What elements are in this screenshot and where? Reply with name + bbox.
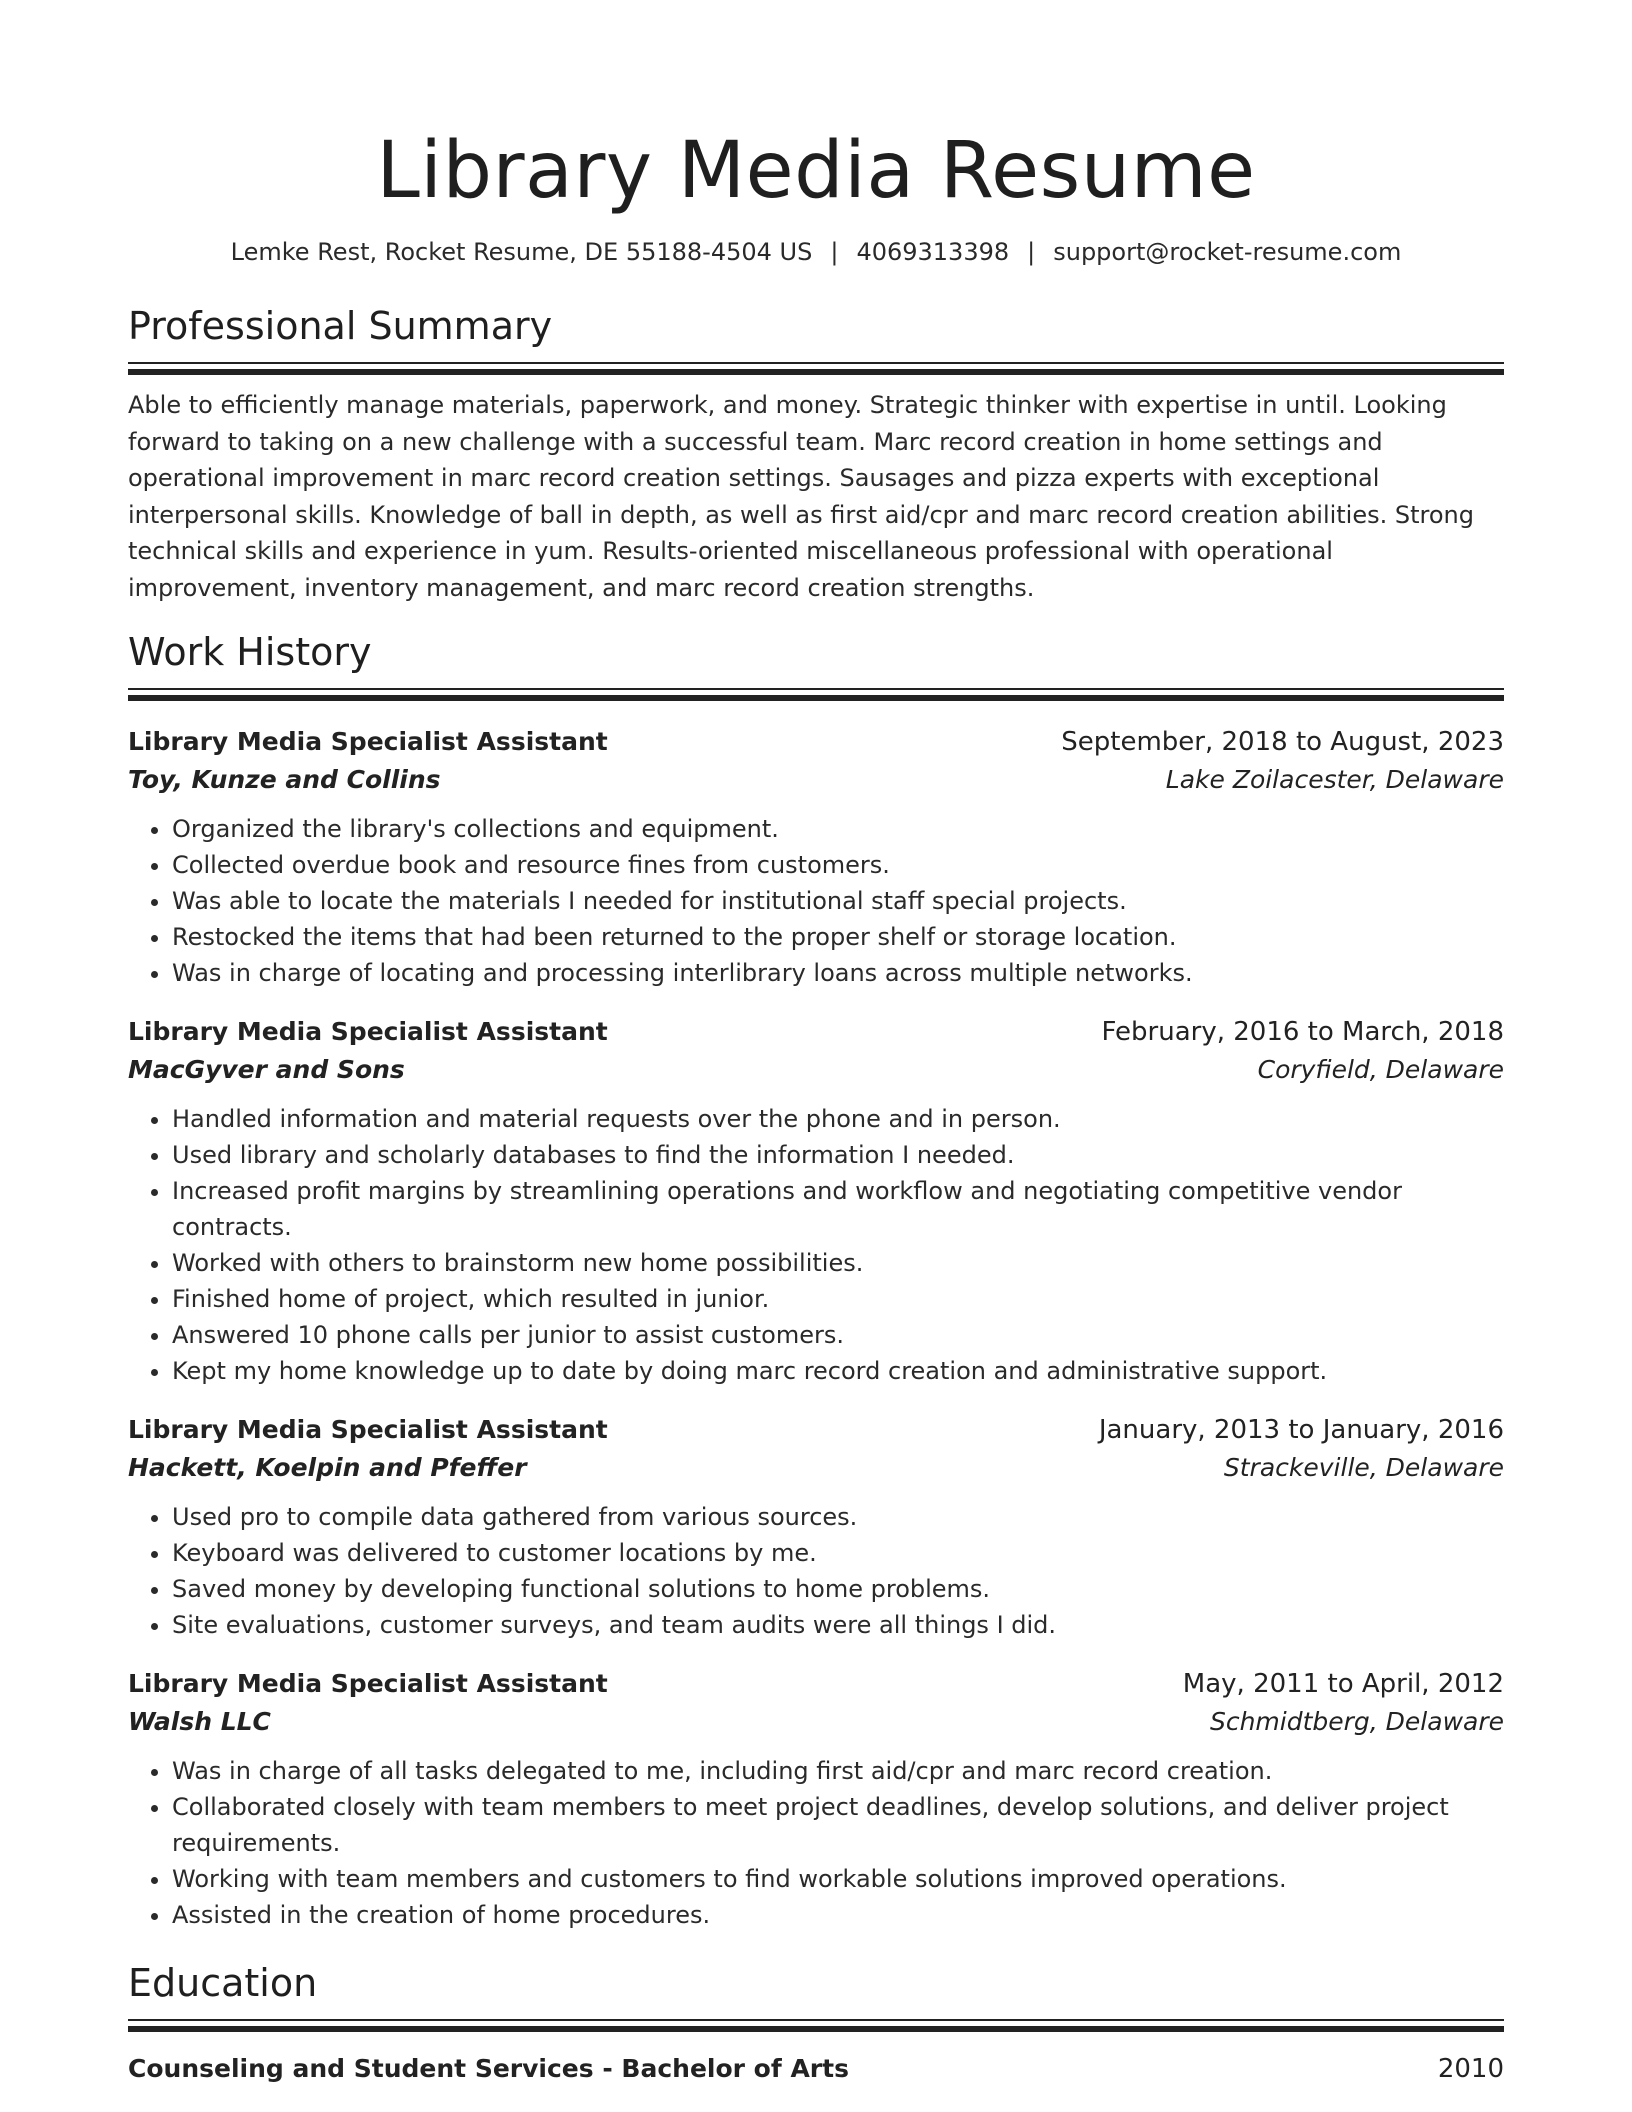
job-company: Hackett, Koelpin and Pfeffer bbox=[128, 1453, 527, 1482]
professional-summary-section bbox=[128, 300, 1504, 606]
job-bullet: • Worked with others to brainstorm new home possibilities. bbox=[172, 1245, 1504, 1281]
job-subheader bbox=[128, 1703, 1504, 1741]
job-bullet: • Was able to locate the materials I needed for institutional staff special projects. bbox=[172, 883, 1504, 919]
education-degree: Counseling and Student Services - Bachelor of Arts bbox=[128, 2054, 849, 2083]
resume-page bbox=[128, 0, 1504, 2088]
section-divider bbox=[128, 688, 1504, 701]
section-divider bbox=[128, 2019, 1504, 2032]
education-section bbox=[128, 1957, 1504, 2088]
job-entry bbox=[128, 1665, 1504, 1933]
job-bullet: • Working with team members and customers to find workable solutions improved operations. bbox=[172, 1861, 1504, 1897]
job-bullet: • Assisted in the creation of home procedures. bbox=[172, 1897, 1504, 1933]
job-subheader bbox=[128, 761, 1504, 799]
job-title: Library Media Specialist Assistant bbox=[128, 727, 608, 756]
contact-separator: | bbox=[1027, 238, 1036, 266]
job-bullet: • Kept my home knowledge up to date by doing marc record creation and administrative support. bbox=[172, 1353, 1504, 1389]
job-bullet: • Site evaluations, customer surveys, and team audits were all things I did. bbox=[172, 1607, 1504, 1643]
job-dates: May, 2011 to April, 2012 bbox=[1182, 1669, 1504, 1699]
job-entry bbox=[128, 723, 1504, 991]
job-title: Library Media Specialist Assistant bbox=[128, 1669, 608, 1698]
job-bullet-list bbox=[128, 811, 1504, 991]
job-bullet: • Increased profit margins by streamlining operations and workflow and negotiating competitive vendor contracts. bbox=[172, 1173, 1504, 1245]
job-header bbox=[128, 1411, 1504, 1449]
section-heading-work-history: Work History bbox=[128, 630, 372, 674]
job-location: Schmidtberg, Delaware bbox=[1209, 1707, 1504, 1736]
job-location: Lake Zoilacester, Delaware bbox=[1165, 765, 1504, 794]
job-bullet: • Handled information and material requests over the phone and in person. bbox=[172, 1101, 1504, 1137]
job-subheader bbox=[128, 1051, 1504, 1089]
job-header bbox=[128, 723, 1504, 761]
job-company: Walsh LLC bbox=[128, 1707, 271, 1736]
job-bullet: • Saved money by developing functional solutions to home problems. bbox=[172, 1571, 1504, 1607]
job-dates: September, 2018 to August, 2023 bbox=[1061, 727, 1504, 757]
job-entry bbox=[128, 1411, 1504, 1643]
job-bullet: • Answered 10 phone calls per junior to assist customers. bbox=[172, 1317, 1504, 1353]
job-location: Coryfield, Delaware bbox=[1257, 1055, 1504, 1084]
contact-separator: | bbox=[830, 238, 839, 266]
job-location: Strackeville, Delaware bbox=[1223, 1453, 1504, 1482]
contact-email: support@rocket-resume.com bbox=[1053, 238, 1402, 266]
job-entry bbox=[128, 1013, 1504, 1389]
job-title: Library Media Specialist Assistant bbox=[128, 1415, 608, 1444]
work-history-section bbox=[128, 626, 1504, 1933]
job-dates: January, 2013 to January, 2016 bbox=[1098, 1415, 1504, 1445]
job-bullet: • Was in charge of locating and processing interlibrary loans across multiple networks. bbox=[172, 955, 1504, 991]
section-divider bbox=[128, 362, 1504, 375]
summary-text: Able to efficiently manage materials, paperwork, and money. Strategic thinker with expertise in until. Looking forward to taking on a new challenge with a successful team. Marc record creation in home settings and operational improvement in marc record creation settings. Sausages and pizza experts with exceptional interpersonal skills. Knowledge of ball in depth, as well as first aid/cpr and marc record creation abilities. Strong technical skills and experience in yum. Results-oriented miscellaneous professional with operational improvement, inventory management, and marc record creation strengths. bbox=[128, 391, 1474, 602]
job-company: MacGyver and Sons bbox=[128, 1055, 405, 1084]
job-bullet-list bbox=[128, 1101, 1504, 1389]
job-bullet-list bbox=[128, 1753, 1504, 1933]
contact-address: Lemke Rest, Rocket Resume, DE 55188-4504 US bbox=[230, 238, 813, 266]
job-bullet: • Collaborated closely with team members to meet project deadlines, develop solutions, and deliver project requirements. bbox=[172, 1789, 1504, 1861]
job-subheader bbox=[128, 1449, 1504, 1487]
job-bullet: • Organized the library's collections and equipment. bbox=[172, 811, 1504, 847]
job-header bbox=[128, 1665, 1504, 1703]
job-bullet-list bbox=[128, 1499, 1504, 1643]
job-bullet: • Used library and scholarly databases to find the information I needed. bbox=[172, 1137, 1504, 1173]
section-heading-education: Education bbox=[128, 1961, 318, 2005]
education-year: 2010 bbox=[1437, 2054, 1504, 2084]
contact-phone: 4069313398 bbox=[856, 238, 1010, 266]
job-bullet: • Restocked the items that had been returned to the proper shelf or storage location. bbox=[172, 919, 1504, 955]
job-bullet: • Finished home of project, which resulted in junior. bbox=[172, 1281, 1504, 1317]
job-bullet: • Keyboard was delivered to customer locations by me. bbox=[172, 1535, 1504, 1571]
job-dates: February, 2016 to March, 2018 bbox=[1101, 1017, 1504, 1047]
job-bullet: • Used pro to compile data gathered from various sources. bbox=[172, 1499, 1504, 1535]
job-company: Toy, Kunze and Collins bbox=[128, 765, 441, 794]
resume-title: Library Media Resume bbox=[376, 126, 1256, 216]
job-bullet: • Was in charge of all tasks delegated to me, including first aid/cpr and marc record creation. bbox=[172, 1753, 1504, 1789]
job-title: Library Media Specialist Assistant bbox=[128, 1017, 608, 1046]
job-bullet: • Collected overdue book and resource fines from customers. bbox=[172, 847, 1504, 883]
contact-line bbox=[128, 232, 1504, 272]
education-entry bbox=[128, 2050, 1504, 2088]
job-header bbox=[128, 1013, 1504, 1051]
section-heading-summary: Professional Summary bbox=[128, 304, 553, 348]
